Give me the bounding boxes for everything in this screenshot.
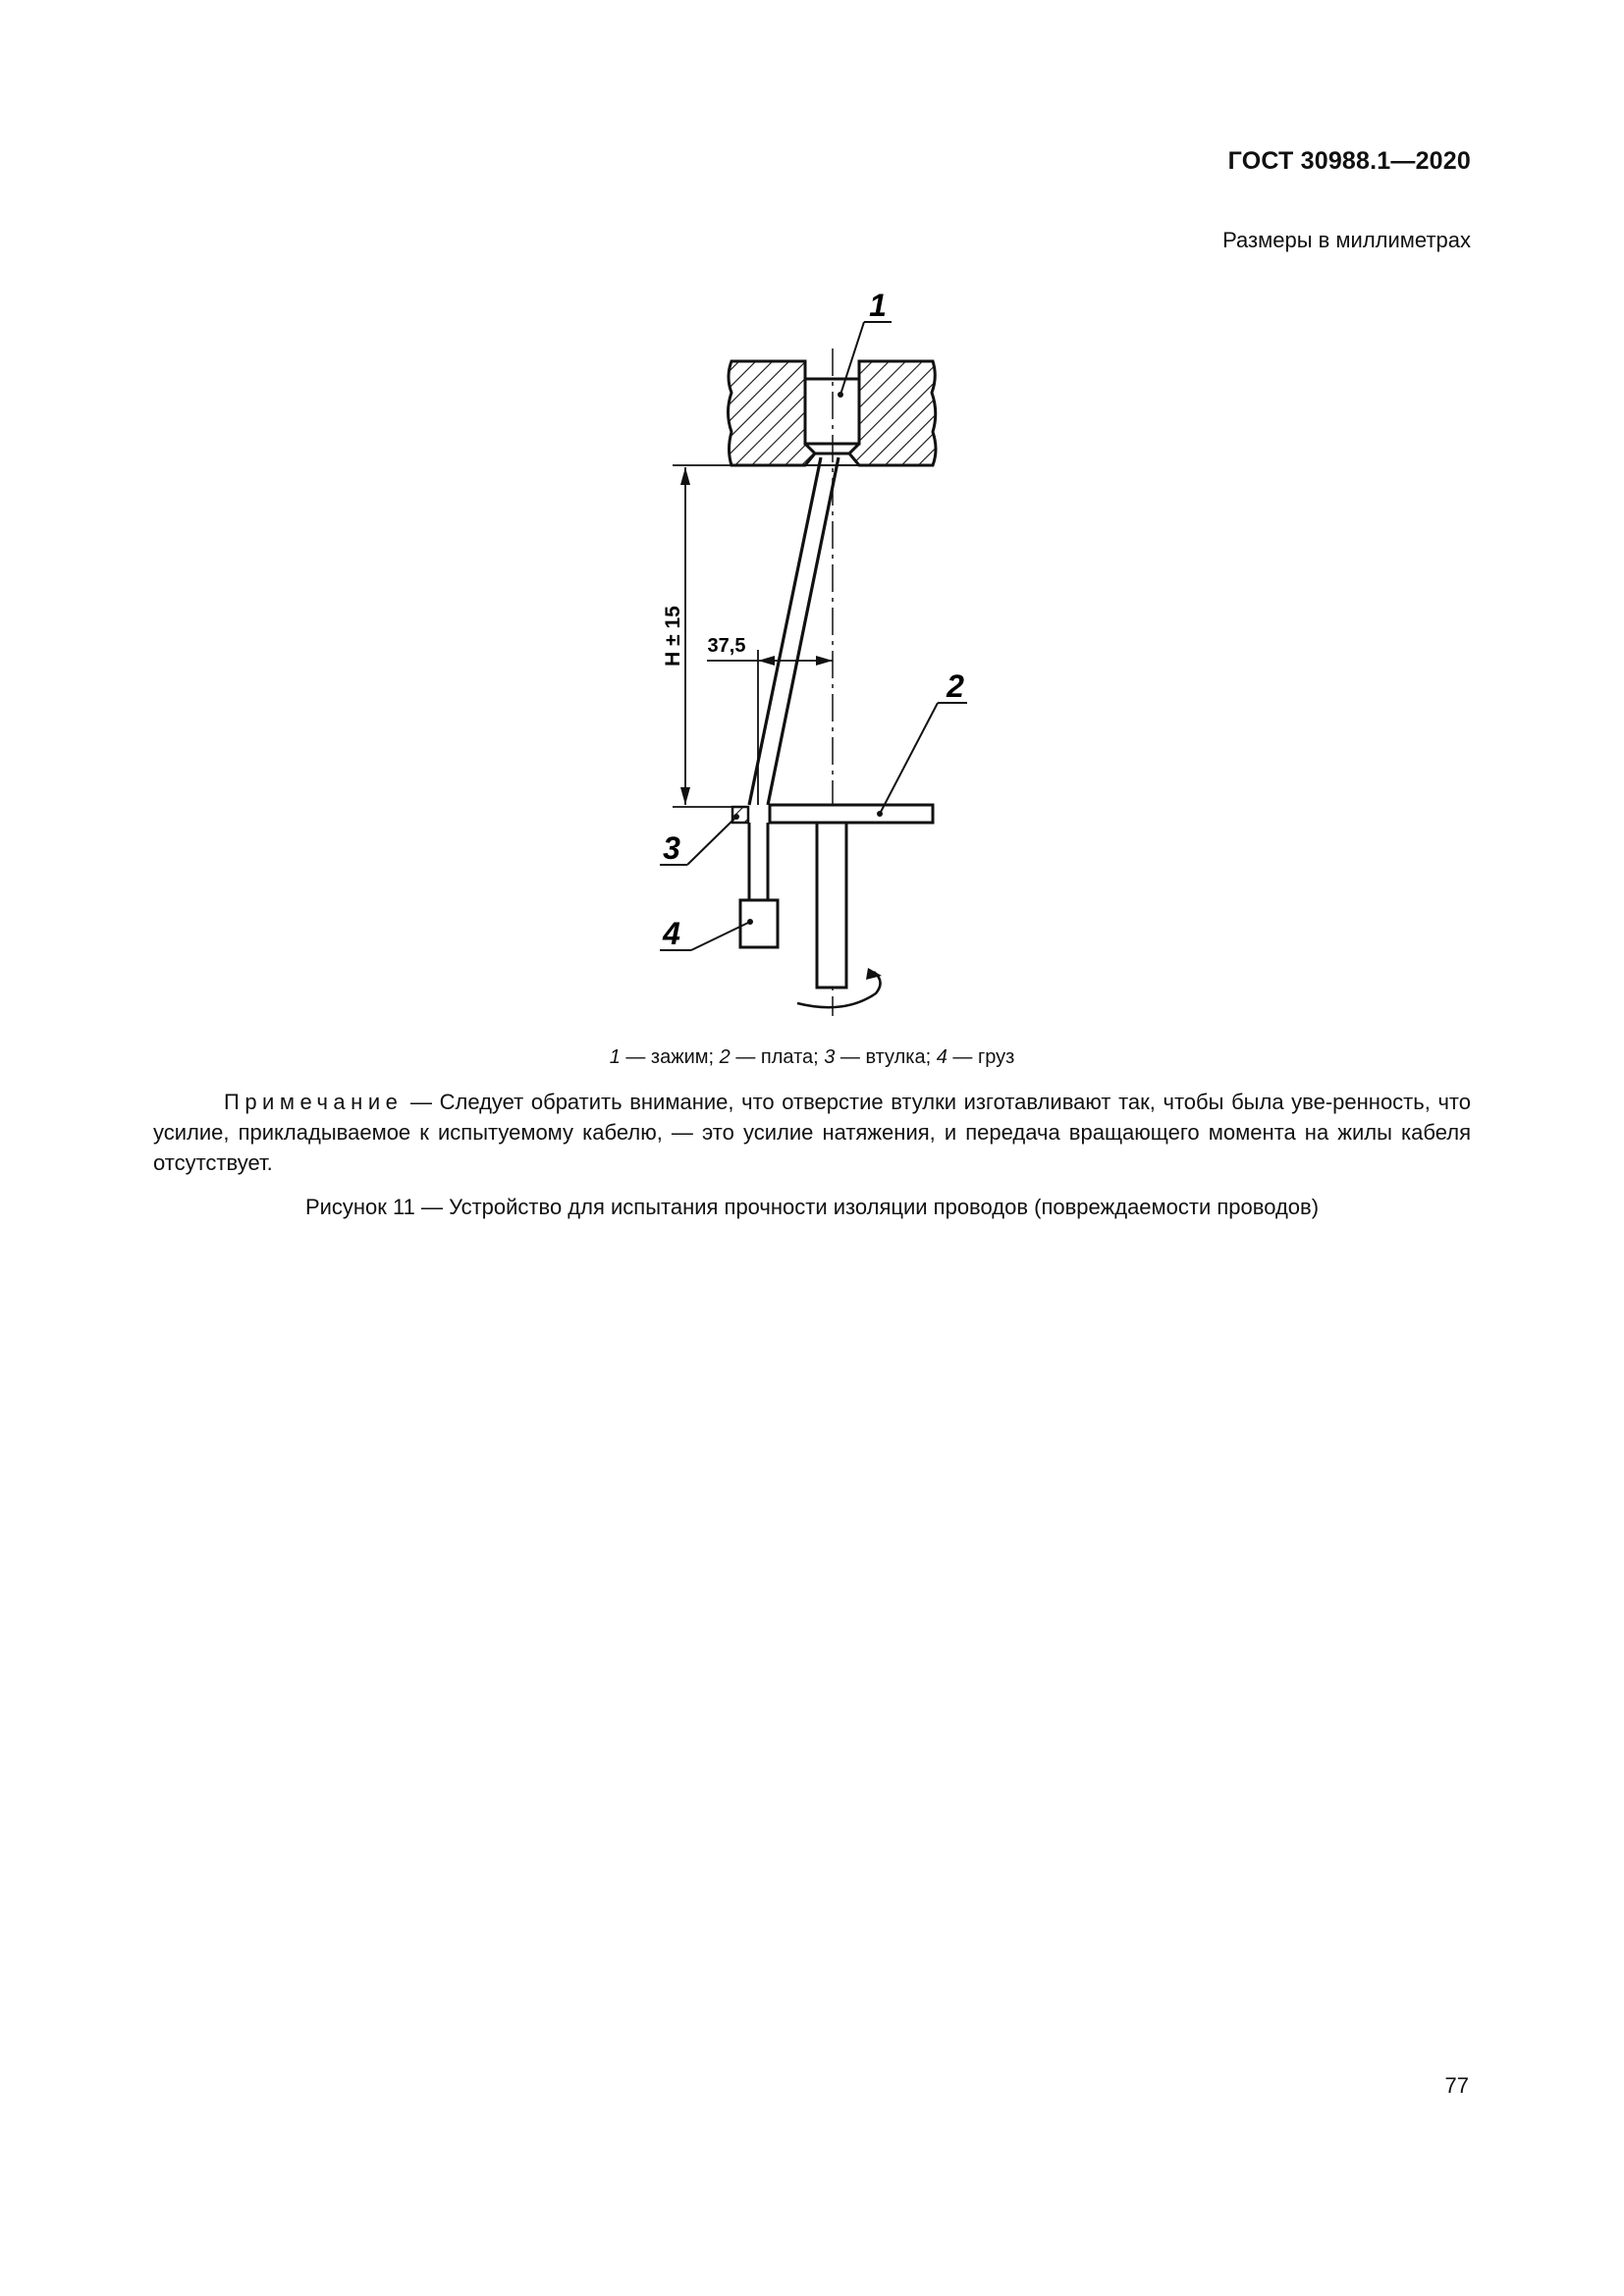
cable <box>749 457 839 805</box>
rotating-shaft <box>817 823 846 988</box>
plate <box>770 805 933 823</box>
legend-text-3: — втулка; <box>835 1046 937 1068</box>
note-paragraph <box>153 1087 1471 1178</box>
legend-text-2: — плата; <box>730 1046 825 1068</box>
figure-caption: Рисунок 11 — Устройство для испытания прочности изоляции проводов (повреждаемости проводов) <box>304 1195 1320 1219</box>
legend-num-2: 2 <box>719 1046 731 1068</box>
test-device-drawing <box>628 275 1001 1031</box>
note-label: Примечание <box>224 1090 404 1114</box>
callout-3-label: 3 <box>663 830 680 866</box>
hanging-cable <box>749 823 768 900</box>
callout-2-label: 2 <box>947 668 964 704</box>
offset-dimension <box>707 650 833 805</box>
offset-dimension-label: 37,5 <box>707 635 746 657</box>
page-number: 77 <box>1444 2073 1469 2098</box>
height-dimension-label: H ± 15 <box>662 606 684 667</box>
legend-num-1: 1 <box>609 1046 621 1068</box>
document-standard-number: ГОСТ 30988.1—2020 <box>1227 147 1471 175</box>
callout-4-label: 4 <box>663 916 680 951</box>
figure-legend <box>0 1046 1624 1069</box>
callout-1-label: 1 <box>869 288 887 323</box>
units-note: Размеры в миллиметрах <box>1222 228 1471 252</box>
legend-text-4: — груз <box>947 1046 1015 1068</box>
note-text: — Следует обратить внимание, что отверстие втулки изготавливают так, чтобы была уве-ренность, что усилие, прикладываемое к испытуемому кабелю, — это усилие натяжения, и передача вращающего момента на жилы кабеля отсутствует. <box>153 1090 1471 1175</box>
legend-text-1: — зажим; <box>620 1046 720 1068</box>
legend-num-3: 3 <box>824 1046 836 1068</box>
legend-num-4: 4 <box>936 1046 947 1068</box>
